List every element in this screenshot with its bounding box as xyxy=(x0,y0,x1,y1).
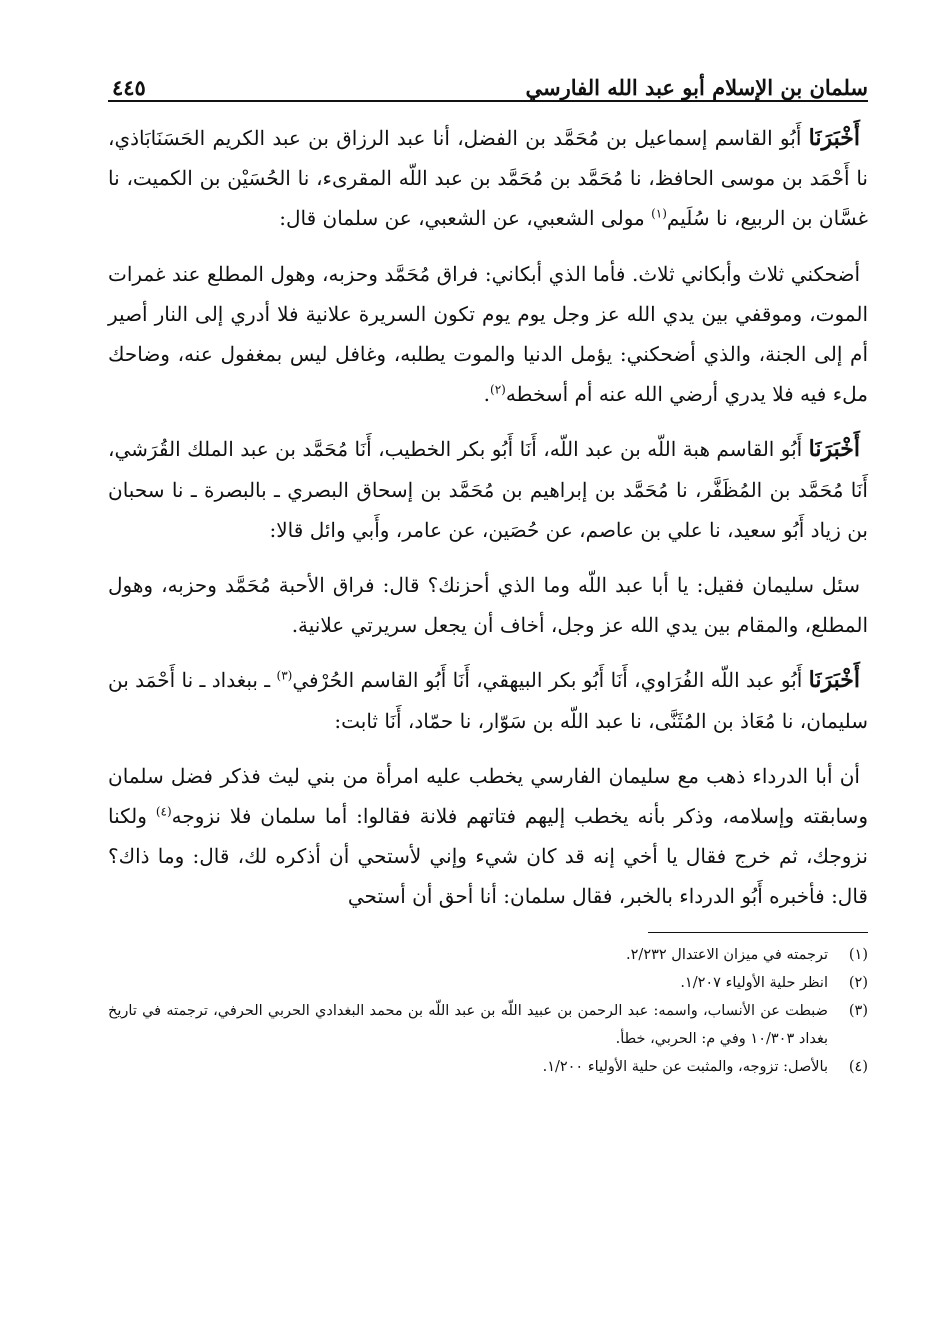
book-page xyxy=(108,56,868,1081)
paragraph-tail: . xyxy=(483,382,490,407)
footnotes xyxy=(108,941,868,1081)
header-title: سلمان بن الإسلام أبو عبد الله الفارسي xyxy=(525,75,868,100)
paragraph-text: أَبُو القاسم هبة اللّه بن عبد اللّه، أَنَا أَبُو بكر الخطيب، أَنَا مُحَمَّد بن عبد الملك القُرَشي، أَنَا مُحَمَّد بن المُظَفَّر، نا مُحَمَّد بن إبراهيم بن مُحَمَّد بن إسحاق البصري ـ بالبصرة ـ نا سحبان بن زياد أَبُو سعيد، نا علي بن عاصم، عن حُصَين، عن عامر، وأَبي وائل قالا: xyxy=(108,437,868,542)
footnote-4 xyxy=(108,1053,868,1081)
footnote-number: (٣) xyxy=(848,1002,868,1019)
isnad-keyword: أَخْبَرَنَا xyxy=(808,436,860,463)
paragraph-2 xyxy=(108,254,868,415)
footnote-text: ترجمته في ميزان الاعتدال ٢/٢٣٢. xyxy=(626,946,828,963)
footnote-1 xyxy=(108,941,868,969)
paragraph-text: أن أبا الدرداء ذهب مع سليمان الفارسي يخطب عليه امرأة من بني ليث فذكر فضل سلمان وسابقته وإسلامه، وذكر بأنه يخطب إليهم فتاتهم فلانة فقالوا: أما سلمان فلا نزوجه xyxy=(108,763,868,829)
footnote-2 xyxy=(108,969,868,997)
paragraph-5 xyxy=(108,660,868,740)
paragraph-text: أضحكني ثلاث وأبكاني ثلاث. فأما الذي أبكاني: فراق مُحَمَّد وحزبه، وهول المطلع عند غمرات الموت، وموقفي بين يدي الله عز وجل يوم يوم تكون السريرة علانية فلا أدري إلى النار أصير أم إلى الجنة، والذي أضحكني: يؤمل الدنيا والموت يطلبه، وغافل ليس بمغفول عنه، وضاحك ملء فيه فلا يدري أرضي الله عنه أم أسخطه xyxy=(108,261,868,407)
page-number: ٤٤٥ xyxy=(112,75,146,100)
paragraph-6 xyxy=(108,756,868,917)
footnote-text: انظر حلية الأولياء ١/٢٠٧. xyxy=(680,974,828,991)
paragraph-4 xyxy=(108,565,868,645)
footnote-ref-3[interactable]: (٣) xyxy=(276,668,293,683)
footnote-number: (١) xyxy=(848,946,868,963)
paragraph-text: سئل سليمان فقيل: يا أبا عبد اللّه وما الذي أحزنك؟ قال: فراق الأحبة مُحَمَّد وحزبه، وهول المطلع، والمقام بين يدي الله عز وجل، أخاف أن يجعل سريرتي علانية. xyxy=(108,573,868,638)
footnote-text: ضبطت عن الأنساب، واسمه: عبد الرحمن بن عبيد اللّه بن عبد اللّه بن محمد البغدادي الحربي الحرفي، ترجمته في تاريخ بغداد ١٠/٣٠٣ وفي م: الحربي، خطأ. xyxy=(108,1002,828,1047)
paragraph-text: أَبُو عبد اللّه الفُرَاوي، أَنَا أَبُو بكر البيهقي، أَنَا أَبُو القاسم الحُرْفي xyxy=(292,668,809,693)
running-header xyxy=(108,56,868,102)
isnad-keyword: أَخْبَرَنَا xyxy=(808,667,860,694)
paragraph-3 xyxy=(108,429,868,550)
footnote-3 xyxy=(108,997,868,1053)
paragraph-1 xyxy=(108,118,868,239)
footnote-text: بالأصل: تزوجه، والمثبت عن حلية الأولياء ١/٢٠٠. xyxy=(542,1058,828,1075)
footnote-number: (٢) xyxy=(848,974,868,991)
paragraph-tail: ـ ببغداد ـ نا أَحْمَد بن سليمان، نا مُعَاذ بن المُثَنَّى، نا عبد اللّه بن سَوّار، نا حمّاد، أَنَا ثابت: xyxy=(108,668,868,733)
paragraph-tail: مولى الشعبي، عن الشعبي، عن سلمان قال: xyxy=(279,206,652,231)
footnote-number: (٤) xyxy=(848,1058,868,1075)
footnote-ref-1[interactable]: (١) xyxy=(651,206,667,221)
footnote-ref-4[interactable]: (٤) xyxy=(155,804,172,819)
body-text xyxy=(108,118,868,917)
isnad-keyword: أَخْبَرَنَا xyxy=(808,125,860,151)
footnote-ref-2[interactable]: (٢) xyxy=(490,382,506,397)
paragraph-text: أَبُو القاسم إسماعيل بن مُحَمَّد بن الفضل، أنا عبد الرزاق بن عبد الكريم الحَسَنَابَاذي، نا أَحْمَد بن موسى الحافظ، نا مُحَمَّد بن مُحَمَّد بن عبد اللّه المقرىء، نا الحُسَيْن بن الكميت، نا غسَّان بن الربيع، نا سُلَيم xyxy=(108,126,868,231)
footnote-divider xyxy=(648,932,868,933)
paragraph-tail: ولكنا نزوجك، ثم خرج فقال يا أخي إنه قد كان شيء وإني لأستحي أن أذكره لك، قال: وما ذاك؟ قال: فأخبره أَبُو الدرداء بالخبر، فقال سلمان: أنا أحق أن أستحي xyxy=(108,804,868,909)
